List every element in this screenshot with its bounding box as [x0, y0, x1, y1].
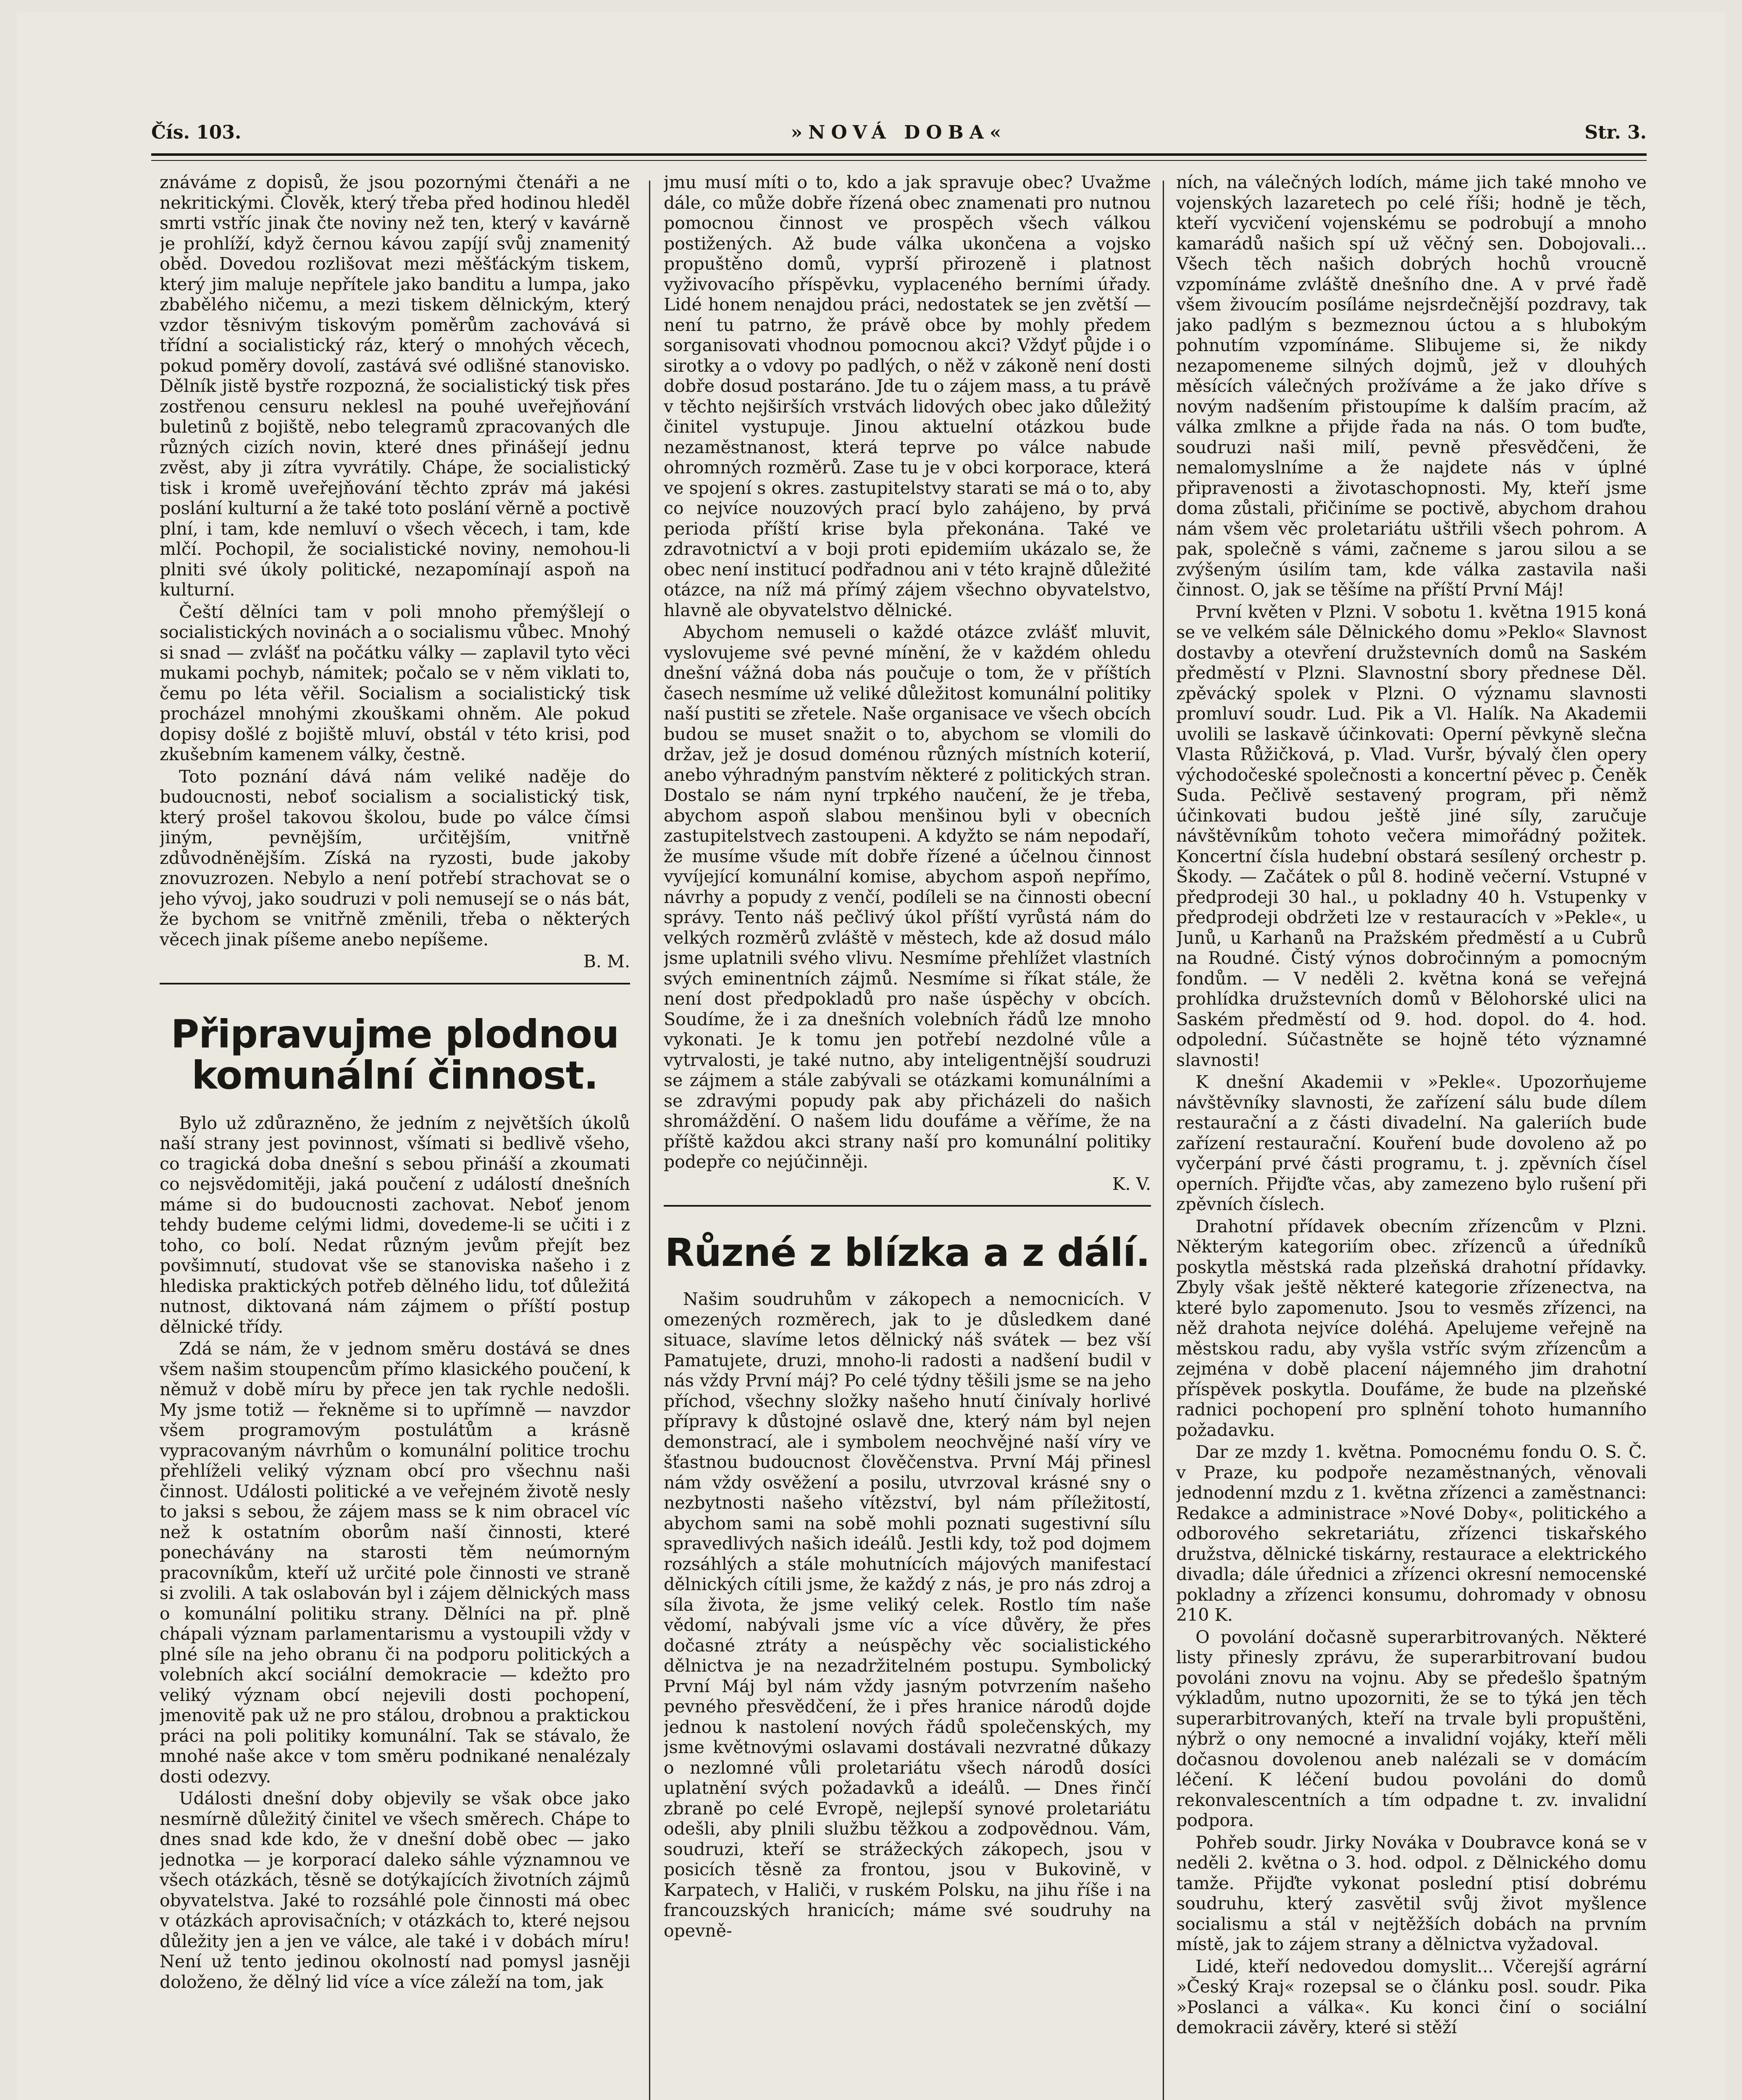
news-item: Našim soudruhům v zákopech a nemocnicích. V omezených rozměrech, jak to je důsledkem dané situace, slavíme letos dělnický náš svátek — bez vší Pamatujete, druzi, mnoho-li radosti a nadšení budil v nás vždy První máj? Po celé týdny těšili jsme se na jeho příchod, všechny složky našeho hnutí činívaly horlivé přípravy k důstojné oslavě dne, který nám byl nejen demonstrací, ale i symbolem neochvějné naší víry ve šťastnou budoucnost člověčenstva. První Máj přinesl nám vždy osvěžení a posilu, utvrzoval krásné sny o nezbytnosti našeho vítězství, byl nám příležitostí, abychom sami na sobě mohli poznati sugestivní sílu spravedlivých našich ideálů. Jestli kdy, tož pod dojmem rozsáhlých a stále mohutnících májových manifestací dělnických cítili jsme, že každý z nás, je pro nás zdroj a síla života, že jsme veliký celek. Rostlo tím naše vědomí, nabývali jsme víc a více důvěry, že přes dočasné ztráty a neúspěchy věc socialistického dělnictva je na nezadržitelném postupu. Symbolický První Máj byl nám vždy jasným potvrzením našeho pevného přesvědčení, že i přes hranice národů dojde jednou k nastolení nových řádů společenských, my jsme květnovými oslavami dostávali nezvratné důkazy o nezlomné vůli proletariátu všech národů dosíci uplatnění svých požadavků a ideálů. — Dnes řinčí zbraně po celé Evropě, nejlepší synové proletariátu odešli, aby plnili službu těžkou a zodpovědnou. Vám, soudruzi, kteří se strážeckých zákopech, jsou v posicích těsně za frontou, jsou v Bukovině, v Karpatech, v Haliči, v ruském Polsku, na jihu říše i na francouzských hranicích; máme své soudruhy na opevně- [664, 1289, 1151, 1941]
news-item: Pohřeb soudr. Jirky Nováka v Doubravce koná se v neděli 2. května o 3. hod. odpol. z Dělnického domu tamže. Přijďte vykonat poslední ptisí dobrému soudruhu, který zasvětil svůj život myšlence socialismu a stál v nejtěžších dobách na prvním místě, jak to zájem strany a dělnictva vyžadoval. [1176, 1832, 1647, 1954]
news-item: Drahotní přídavek obecním zřízencům v Plzni. Některým kategoriím obec. zřízenců a úředníků poskytla městská rada plzeňská drahotní přídavky. Zbyly však ještě některé kategorie zřízenectva, na které bylo zapomenuto. Jsou to vesměs zřízenci, na něž drahota nejvíce doléhá. Apelujeme veřejně na městskou radu, aby vyšla vstříc svým zřízencům a zejména v době placení nájemného jim drahotní příspěvek poskytla. Doufáme, že bude na plzeňské radnici pochopení pro splnění tohoto humanního požadavku. [1176, 1216, 1647, 1440]
author-signature: B. M. [583, 951, 630, 971]
news-item: K dnešní Akademii v »Pekle«. Upozorňujeme návštěvníky slavnosti, že zařízení sálu bude dílem restaurační a z části divadelní. Na galeriích bude zařízení restaurační. Kouření bude dovoleno až po vyčerpání prvé části programu, t. j. zpěvních čísel operních. Přijďte včas, aby zamezeno bylo rušení při zpěvních číslech. [1176, 1072, 1647, 1214]
column-divider [1163, 181, 1164, 2100]
page-number: Str. 3. [1584, 122, 1647, 143]
column-divider [649, 181, 650, 2100]
news-item: ních, na válečných lodích, máme jich také mnoho ve vojenských lazaretech po celé říši; hodně je těch, kteří vycvičení vojenskému se podrobují a mnoho kamarádů našich spí už věčný sen. Dobojovali... Všech těch našich dobrých hochů vroucně vzpomínáme zvláště dnešního dne. A v prvé řadě všem živoucím posíláme nejsrdečnější pozdravy, tak jako padlým s bezmeznou úctou a s hlubokým pohnutím vzpomínáme. Slibujeme si, že nikdy nezapomeneme silných dojmů, jež v dlouhých měsících válečných prožíváme a že jako dříve s novým nadšením přistoupíme k dalším pracím, až válka zmlkne a přijde řada na nás. O tom buďte, soudruzi naši milí, pevně přesvědčeni, že nemalomyslníme a že najdete nás v úplné připravenosti a životaschopnosti. My, kteří jsme doma zůstali, přičiníme se poctivě, abychom drahou nám všem věc proletariátu uštřili všech pohrom. A pak, společně s vámi, začneme s jarou silou a se zvýšeným úsilím tam, kde válka zastavila naši činnost. O, jak se těšíme na příští První Máj! [1176, 172, 1647, 600]
news-item: Lidé, kteří nedovedou domyslit... Včerejší agrární »Český Kraj« rozepsal se o článku posl. soudr. Pika »Poslanci a válka«. Ku konci činí o sociální demokracii závěry, které si stěží [1176, 1956, 1647, 2037]
column-3 [1176, 172, 1647, 2100]
article-headline: Připravujme plodnou komunální činnost. [171, 1011, 619, 1098]
paragraph: Abychom nemuseli o každé otázce zvlášť mluvit, vyslovujeme své pevné mínění, že v každém ohledu dnešní vážná doba nás poučuje o tom, že v příštích časech nesmíme už veliké důležitost komunální politiky naší pustiti se zřetele. Naše organisace ve všech obcích budou se muset snažit o to, abychom se vlomili do držav, jež je dosud doménou různých místních koterií, anebo výhradným panstvím některé z politických stran. Dostalo se nám nyní trpkého naučení, že je třeba, abychom aspoň slabou menšinou byli v obecních zastupitelstvech zastoupeni. A kdyžto se nám nepodaří, že musíme všude mít dobře řízené a účelnou činnost vyvíjející komunální komise, abychom aspoň nepřímo, návrhy a popudy z venčí, podíleli se na činnosti obecní správy. Tento náš pečlivý úkol příští vyrůstá nám do velkých rozměrů zvláště v městech, kde až dosud málo jsme uplatnili svého vlivu. Nesmíme přehlížet vlastních svých eminentních zájmů. Nesmíme si říkat stále, že není dost předpokladů pro naše úspěchy v obcích. Soudíme, že i za dnešních volebních řádů lze mnoho vykonati. Je k tomu jen potřebí nezdolné vůle a vytrvalosti, je také nutno, aby inteligentnější soudruzi se zájmem a stále zabývali se otázkami komunálními a se zdravými popudy pak aby přicházeli do našich shromáždění. O našem lidu doufáme a věříme, že na příště každou akci strany naší pro komunální politiky podepře co nejúčinněji. [664, 622, 1151, 1172]
issue-number: Čís. 103. [151, 122, 242, 143]
paragraph: Zdá se nám, že v jednom směru dostává se dnes všem našim stoupencům přímo klasického poučení, k němuž v době míru by přece jen tak rychle nedošli. My jsme totiž — řekněme si to upřímně — navzdor všem programovým postulátům a krásně vypracovaným návrhům o komunální politice trochu přehlíželi veliký význam obcí pro všechnu naši činnost. Události politické a ve veřejném životě nesly to jaksi s sebou, že zájem mass se k nim obracel víc než k ostatním oborům naší činnosti, které ponechávány na starosti těm neúmorným pracovníkům, kteří už určité pole činnosti ve straně si zvolili. A tak oslabován byl i zájem dělnických mass o komunální politiku strany. Dělníci na př. plně chápali význam parlamentarismu a vystoupili vždy v plné síle na jeho obranu či na podporu politických a volebních akcí sociální demokracie — kdežto pro veliký význam obcí nejevili dosti pochopení, jmenovitě pak už ne pro stálou, drobnou a praktickou práci na poli politiky komunální. Tak se stávalo, že mnohé naše akce v tom směru podnikané nenalézaly dosti odezvy. [160, 1339, 630, 1787]
newspaper-title: »NOVÁ DOBA« [791, 122, 1007, 143]
news-item: Dar ze mzdy 1. května. Pomocnému fondu O. S. Č. v Praze, ku podpoře nezaměstnaných, věnovali jednodenní mzdu z 1. května zřízenci a zaměstnanci: Redakce a administrace »Nové Doby«, politického a odborového sekretariátu, zřízenci tiskařského družstva, dělnické tiskárny, restaurace a elektrického divadla; dále úřednici a zřízenci okresní nemocenské pokladny a zřízenci konsumu, dohromady v obnosu 210 K. [1176, 1442, 1647, 1625]
column-2 [664, 172, 1151, 2100]
paragraph: jmu musí míti o to, kdo a jak spravuje obec? Uvažme dále, co může dobře řízená obec znamenati pro nutnou pomocnou činnost ve prospěch všech válkou postižených. Až bude válka ukončena a vojsko propuštěno domů, vyprší přirozeně i platnost vyživovacího příspěvku, vyplaceného berními úřady. Lidé honem nenajdou práci, nedostatek se jen zvětší — není tu patrno, že právě obce by mohly předem sorganisovati vhodnou pomocnou akci? Vždyť půjde i o sirotky a o vdovy po padlých, o něž v zákoně není dosti dobře dosud postaráno. Jde tu o zájem mass, a tu právě v těchto nejširších vrstvách lidových obec jako důležitý činitel vystupuje. Jinou aktuelní otázkou bude nezaměstnanost, která teprve po válce nabude ohromných rozměrů. Zase tu je v obci korporace, která ve spojení s okres. zastupitelstvy starati se má o to, aby co nejvíce nouzových prací bylo zahájeno, by prvá perioda příští krise byla překonána. Také ve zdravotnictví a v boji proti epidemiím ukázalo se, že obec není institucí podřadnou ani v této krajně důležité otázce, na níž má přímý zájem všechno obyvatelstvo, hlavně ale obyvatelstvo dělnické. [664, 172, 1151, 620]
paragraph: Toto poznání dává nám veliké naděje do budoucnosti, neboť socialism a socialistický tisk, který prošel takovou školou, bude po válce čímsi jiným, pevnějším, určitějším, vnitřně zdůvodněnějším. Získá na ryzosti, bude jakoby znovuzrozen. Nebylo a není potřebí strachovat se o jeho vývoj, jako soudruzi v poli nemusejí se o nás bát, že bychom se vnitřně změnili, třeba o některých věcech jinak píšeme anebo nepíšeme. [160, 766, 630, 950]
section-headline: Různé z blízka a z dálí. [665, 1230, 1150, 1275]
section-rule [664, 1205, 1151, 1207]
header-rule [151, 153, 1647, 161]
news-item: První květen v Plzni. V sobotu 1. května 1915 koná se ve velkém sále Dělnického domu »Peklo« Slavnost dostavby a otevření družstevních domů na Saském předměstí v Plzni. Slavnostní sbory přednese Děl. zpěvácký spolek v Plzni. O významu slavnosti promluví soudr. Lud. Pik a Vl. Halík. Na Akademii uvolili se laskavě účinkovati: Operní pěvkyně slečna Vlasta Růžičková, p. Vlad. Vuršr, bývalý člen opery východočeské společnosti a koncertní pěvec p. Čeněk Suda. Pečlivě sestavený program, při němž účinkovati budou ještě jiné síly, zaručuje návštěvníkům tohoto večera mimořádný požitek. Koncertní čísla hudební obstará sesílený orchestr p. Škody. — Začátek o půl 8. hodině večerní. Vstupné v předprodeji 30 hal., u pokladny 40 h. Vstupenky v předprodeji obdržeti lze v restauracích v »Pekle«, u Junů, u Karhanů na Pražském předměstí a u Cubrů na Roudné. Čistý výnos dobročinným a pomocným fondům. — V neděli 2. května koná se veřejná prohlídka družstevních domů v Bělohorské ulici na Saském předměstí od 9. hod. dopol. do 4. hod. odpolední. Súčastněte se hojně této významné slavnosti! [1176, 601, 1647, 1070]
page-header [151, 118, 1647, 151]
column-1 [160, 172, 630, 2100]
paragraph: Bylo už zdůrazněno, že jedním z největších úkolů naší strany jest povinnost, všímati si bedlivě všeho, co tragická doba dnešní s sebou přináší a zkoumati co nejsvědomitěji, jaká poučení z událostí dnešních máme si do budoucnosti zachovat. Neboť jenom tehdy budeme celými lidmi, dovedeme-li se učiti i z toho, co bolí. Nedat různým jevům přejít bez povšimnutí, studovat vše se stanoviska našeho i z hlediska praktických potřeb dělného lidu, toť důležitá nutnost, diktovaná nám zájmem o příští postup dělnické třídy. [160, 1113, 630, 1337]
newspaper-page [17, 13, 1725, 2100]
paragraph: Události dnešní doby objevily se však obce jako nesmírně důležitý činitel ve všech směrech. Chápe to dnes snad kde kdo, že v dnešní době obec — jako jednotka — je korporací daleko sáhle významnou ve všech otázkách, těsně se dotýkajících životních zájmů obyvatelstva. Jaké to rozsáhlé pole činnosti má obec v otázkách aprovisačních; v otázkách to, které nejsou důležity jen a jen ve válce, ale také i v dobách míru! Není už tento jedinou okolností nad pomysl jasněji doloženo, že dělný lid více a více záleží na tom, jak [160, 1788, 630, 1992]
author-signature: K. V. [1112, 1173, 1151, 1194]
section-rule [160, 983, 630, 984]
paragraph: Čeští dělníci tam v poli mnoho přemýšlejí o socialistických novinách a o socialismu vůbec. Mnohý si snad — zvlášť na počátku války — zaplavil tyto věci mukami pochyb, námitek; počalo se v něm viklati to, čemu po léta věřil. Socialism a socialistický tisk procházel mnohými zkouškami ohněm. Ale pokud dopisy došlé z bojiště mluví, obstál v této krisi, pod zkušebním kamenem války, čestně. [160, 601, 630, 764]
paragraph: znáváme z dopisů, že jsou pozornými čtenáři a ne nekritickými. Člověk, který třeba před hodinou hleděl smrti vstříc jinak čte noviny než ten, který v kavárně je prohlíží, když černou kávou zapíjí svůj znamenitý oběd. Dovedou rozlišovat mezi měšťáckým tiskem, který jim maluje nepřítele jako banditu a lumpa, jako zbabělého ničemu, a mezi tiskem dělnickým, který vzdor těsnivým tiskovým poměrům zachovává si třídní a socialistický ráz, který o mnohých věcech, pokud poměry dovolí, zastává své odlišné stanovisko. Dělník jistě bystře rozpozná, že socialistický tisk přes zostřenou censuru neklesl na pouhé uveřejňování buletinů z bojiště, nebo telegramů zpracovaných dle různých cizích novin, které dnes přinášejí jednu zvěst, aby ji zítra vyvrátily. Chápe, že socialistický tisk i kromě uveřejňování těchto zpráv má jakési poslání kulturní a že také toto poslání věrně a poctivě plní, i tam, kde nemluví o všech věcech, i tam, kde mlčí. Pochopil, že socialistické noviny, nemohou-li plniti své úkoly politické, nezapomínají aspoň na kulturní. [160, 172, 630, 600]
news-item: O povolání dočasně superarbitrovaných. Některé listy přinesly zprávu, že superarbitrovaní budou povoláni znovu na vojnu. Aby se předešlo špatným výkladům, nutno upozorniti, že se to týká jen těch superarbitrovaných, kteří na trvale byli propuštěni, nýbrž o ony nemocné a invalidní vojáky, kteří měli dočasnou dovolenou aneb nalézali se v domácím léčení. K léčení budou povoláni do domů rekonvalescentních a tím odpadne t. zv. invalidní podpora. [1176, 1627, 1647, 1830]
